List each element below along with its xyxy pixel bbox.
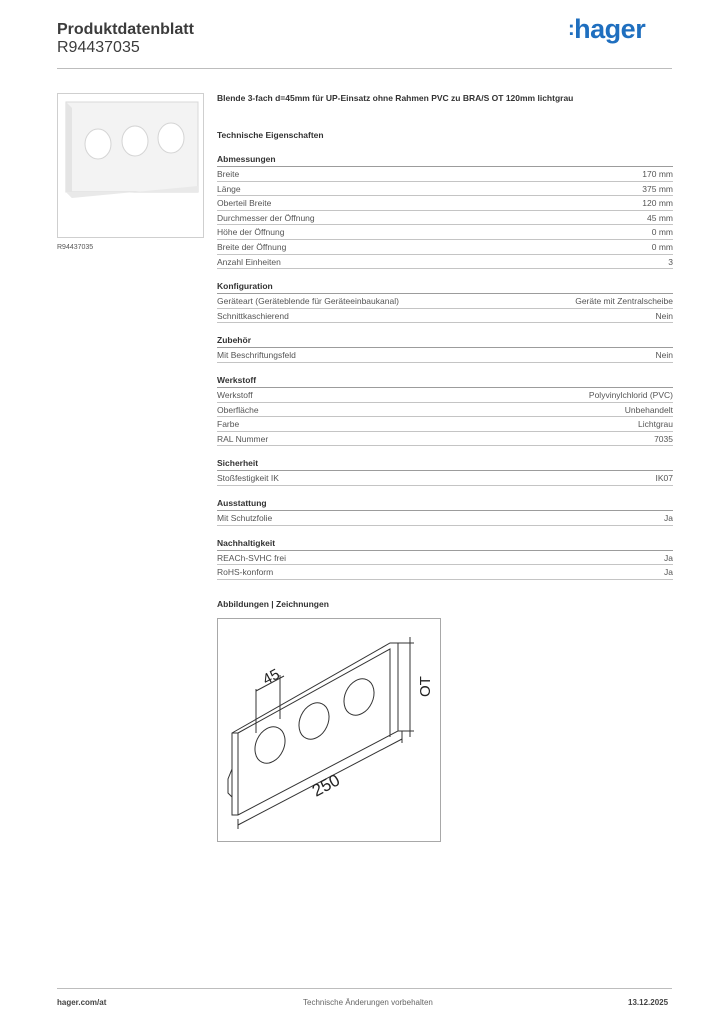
property-row — [217, 309, 673, 324]
property-label: Höhe der Öffnung — [217, 227, 285, 238]
property-row — [217, 240, 673, 255]
footer-date: 13.12.2025 — [628, 998, 669, 1007]
property-label: Schnittkaschierend — [217, 310, 289, 321]
property-label: Anzahl Einheiten — [217, 256, 281, 267]
property-value: Nein — [655, 310, 673, 321]
section-abmessungen — [217, 153, 673, 269]
property-row — [217, 403, 673, 418]
property-value: 375 mm — [642, 183, 673, 194]
section-werkstoff — [217, 374, 673, 446]
property-label: Farbe — [217, 419, 240, 430]
technical-drawing — [217, 618, 441, 842]
header-divider — [57, 68, 672, 69]
property-value: Ja — [664, 567, 673, 578]
footer-divider — [57, 988, 672, 989]
footer-disclaimer: Technische Änderungen vorbehalten — [303, 998, 433, 1007]
property-value: 7035 — [654, 433, 673, 444]
property-row — [217, 294, 673, 309]
property-value: 0 mm — [651, 227, 673, 238]
dimension-45: 45 — [259, 665, 283, 689]
section-title: Nachhaltigkeit — [217, 537, 673, 551]
tech-heading: Technische Eigenschaften — [217, 130, 324, 140]
product-name: Blende 3-fach d=45mm für UP-Einsatz ohne Rahmen PVC zu BRA/S OT 120mm lichtgrau — [217, 93, 574, 103]
property-value: Lichtgrau — [638, 419, 673, 430]
property-label: RoHS-konform — [217, 567, 274, 578]
section-nachhaltigkeit — [217, 537, 673, 580]
property-label: Mit Schutzfolie — [217, 512, 273, 523]
property-label: RAL Nummer — [217, 433, 269, 444]
page-title: Produktdatenblatt — [57, 21, 194, 38]
product-image-caption: R94437035 — [57, 244, 94, 251]
property-row — [217, 388, 673, 403]
section-title: Zubehör — [217, 334, 673, 348]
section-konfiguration — [217, 280, 673, 323]
property-row — [217, 167, 673, 182]
property-value: IK07 — [655, 473, 673, 484]
property-label: Mit Beschriftungsfeld — [217, 350, 296, 361]
dimension-ot: OT — [417, 676, 434, 697]
property-row — [217, 471, 673, 486]
property-row — [217, 211, 673, 226]
property-value: Geräte mit Zentralscheibe — [575, 296, 673, 307]
property-row — [217, 182, 673, 197]
section-title: Werkstoff — [217, 374, 673, 388]
property-label: Breite der Öffnung — [217, 241, 287, 252]
property-row — [217, 432, 673, 447]
property-value: Polyvinylchlorid (PVC) — [588, 389, 673, 400]
section-ausstattung — [217, 497, 673, 526]
section-title: Sicherheit — [217, 457, 673, 471]
property-value: 45 mm — [647, 212, 673, 223]
section-title: Abmessungen — [217, 153, 673, 167]
property-label: REACh-SVHC frei — [217, 552, 286, 563]
property-row — [217, 196, 673, 211]
product-image — [57, 93, 204, 238]
property-row — [217, 255, 673, 270]
property-label: Stoßfestigkeit IK — [217, 473, 279, 484]
dimension-250: 250 — [308, 770, 343, 801]
properties-panel — [217, 93, 673, 591]
property-value: Ja — [664, 512, 673, 523]
figures-title: Abbildungen | Zeichnungen — [217, 599, 329, 609]
property-row — [217, 225, 673, 240]
property-value: 120 mm — [642, 198, 673, 209]
property-label: Oberteil Breite — [217, 198, 272, 209]
property-value: Nein — [655, 350, 673, 361]
hager-logo: :hager — [568, 14, 646, 44]
property-value: 170 mm — [642, 169, 673, 179]
property-label: Durchmesser der Öffnung — [217, 212, 315, 223]
property-row — [217, 565, 673, 580]
property-label: Werkstoff — [217, 389, 253, 400]
property-row — [217, 551, 673, 566]
property-label: Oberfläche — [217, 404, 259, 415]
property-value: Unbehandelt — [624, 404, 673, 415]
property-value: 0 mm — [651, 241, 673, 252]
property-value: Ja — [664, 552, 673, 563]
section-zubehör — [217, 334, 673, 363]
property-label: Geräteart (Geräteblende für Geräteeinbaukanal) — [217, 296, 399, 307]
section-title: Konfiguration — [217, 280, 673, 294]
property-value: 3 — [668, 256, 673, 267]
section-title: Ausstattung — [217, 497, 673, 511]
property-row — [217, 511, 673, 526]
property-row — [217, 348, 673, 363]
property-sections — [217, 153, 673, 580]
footer-link[interactable]: hager.com/at — [57, 998, 107, 1007]
property-label: Länge — [217, 183, 241, 194]
section-sicherheit — [217, 457, 673, 486]
property-label: Breite — [217, 169, 240, 179]
article-number: R94437035 — [57, 39, 140, 56]
property-row — [217, 417, 673, 432]
